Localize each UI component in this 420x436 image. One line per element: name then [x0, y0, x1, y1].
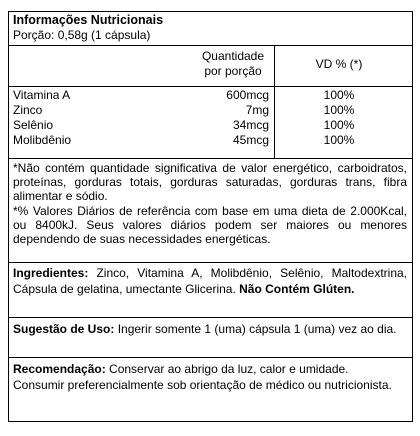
- ingredients-section: [13, 266, 407, 297]
- usage-label: Sugestão de Uso:: [13, 322, 115, 336]
- nutrient-dv: 100%: [323, 133, 355, 147]
- footnote-not-significant: *Não contém quantidade significativa de valor energético, carboidratos, proteínas, gorduras totais, gorduras saturadas, gorduras trans, fibra alimentar e sódio.: [13, 161, 407, 204]
- nutrition-title: Informações Nutricionais: [13, 13, 164, 27]
- recommendation-text-2: Consumir preferencialmente sob orientação de médico ou nutricionista.: [13, 377, 392, 392]
- nutrient-amount: 7mg: [245, 103, 269, 117]
- table-row: [9, 88, 412, 102]
- portion-size: Porção: 0,58g (1 cápsula): [13, 28, 151, 42]
- recommendation-text: Conservar ao abrigo da luz, calor e umidade.: [105, 362, 349, 376]
- recommendation-section: [13, 362, 407, 393]
- nutrient-name: Molibdênio: [13, 133, 72, 147]
- nutrient-name: Vitamina A: [13, 88, 71, 102]
- dv-header: VD % (*): [315, 57, 363, 71]
- nutrition-facts-panel: [8, 11, 413, 422]
- gluten-warning: Não Contém Glúten.: [239, 281, 355, 296]
- usage-section: [13, 322, 407, 338]
- nutrient-dv: 100%: [323, 88, 355, 102]
- table-row: [9, 118, 412, 132]
- nutrient-amount: 34mcg: [232, 118, 269, 132]
- nutrient-name: Zinco: [13, 103, 43, 117]
- table-row: [9, 103, 412, 117]
- footnote-daily-values: *% Valores Diários de referência com base em uma dieta de 2.000Kcal, ou 8400kJ. Seus valores diários podem ser maiores ou menores dependendo de suas necessidades energéticas.: [13, 204, 407, 247]
- divider: [9, 158, 412, 159]
- table-row: [9, 133, 412, 147]
- nutrient-amount: 600mcg: [226, 88, 269, 102]
- nutrient-amount: 45mcg: [232, 133, 269, 147]
- ingredients-label: Ingredientes:: [13, 266, 89, 280]
- nutrient-dv: 100%: [323, 118, 355, 132]
- divider: [9, 45, 412, 46]
- divider: [9, 357, 412, 358]
- recommendation-label: Recomendação:: [13, 362, 106, 376]
- usage-text: Ingerir somente 1 (uma) cápsula 1 (uma) vez ao dia.: [114, 322, 397, 336]
- ingredients-text: Zinco, Vitamina A, Molibdênio, Selênio, Maltodextrina, Cápsula de gelatina, umectante Glicerina.: [13, 266, 407, 296]
- nutrient-dv: 100%: [323, 103, 355, 117]
- divider: [9, 317, 412, 318]
- divider: [9, 262, 412, 263]
- quantity-header: Quantidade por porção: [201, 49, 265, 78]
- nutrient-name: Selênio: [13, 118, 54, 132]
- divider: [9, 86, 412, 87]
